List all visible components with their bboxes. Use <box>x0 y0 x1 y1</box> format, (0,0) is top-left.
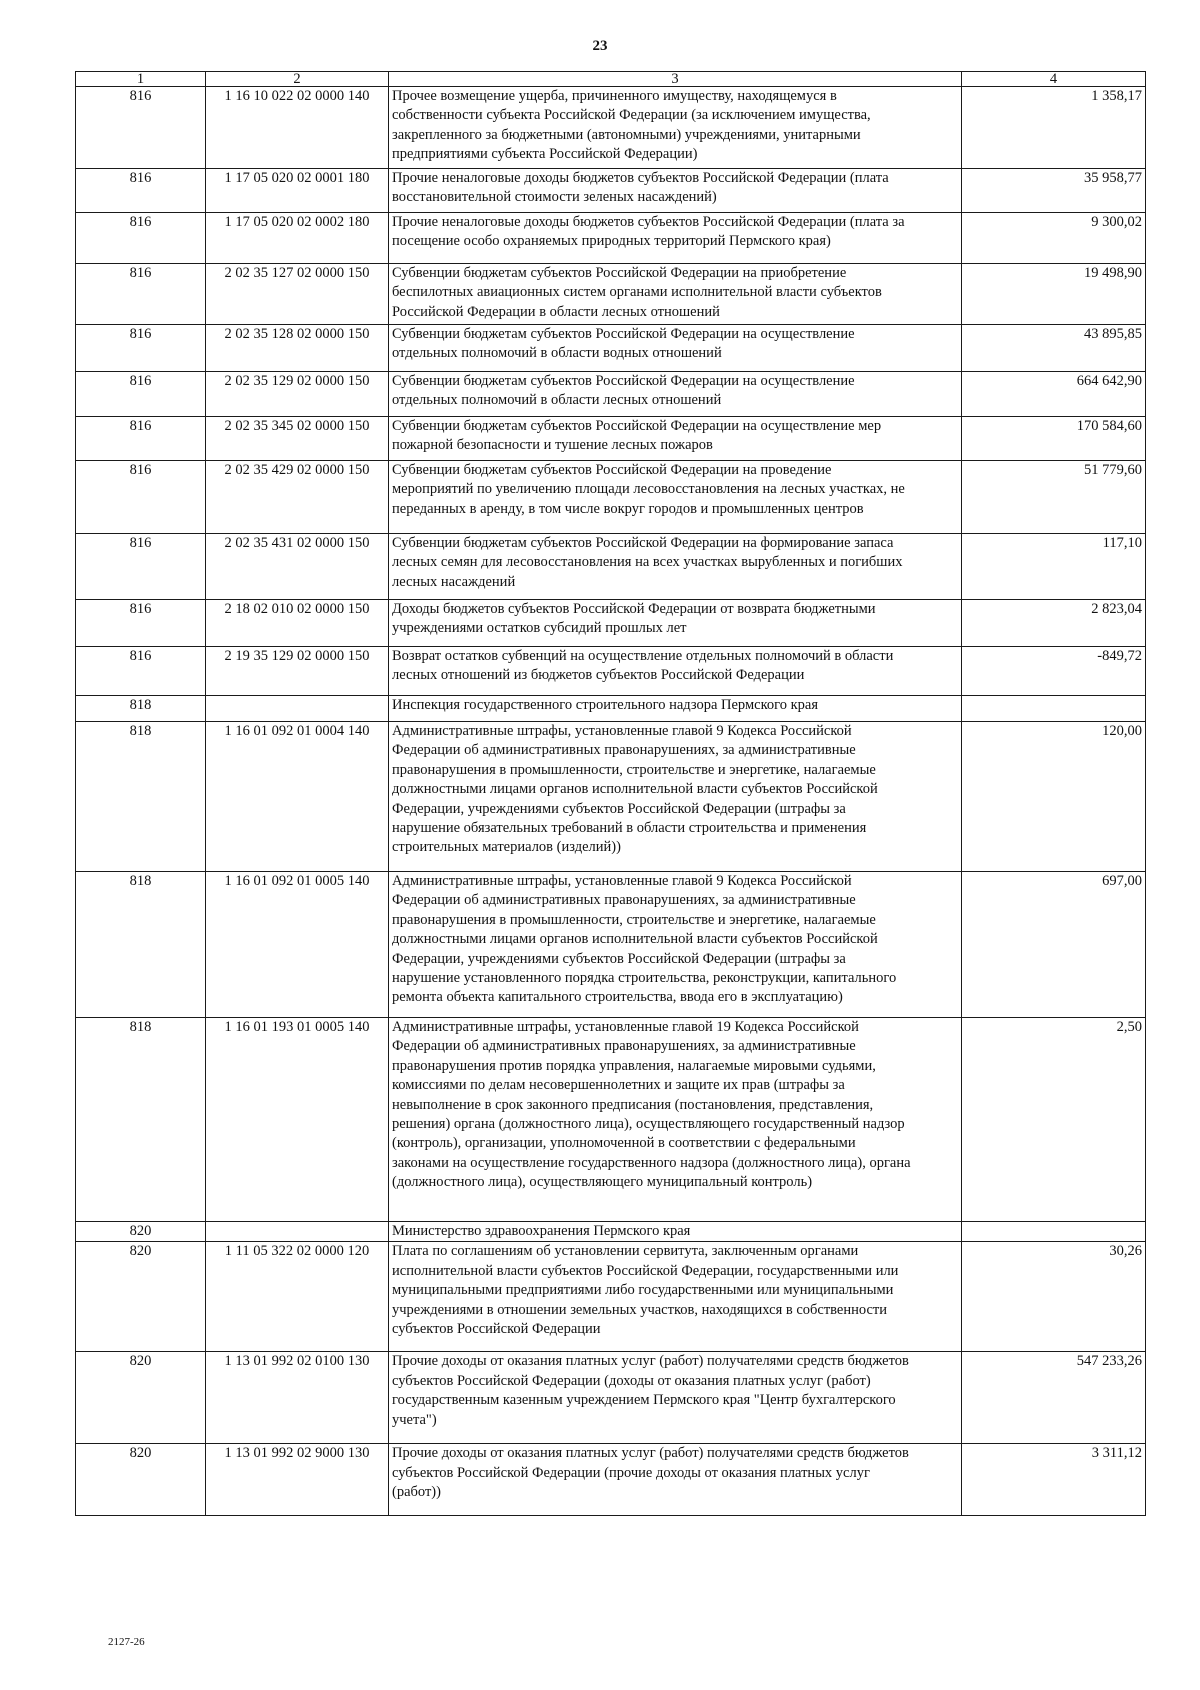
table-row <box>76 87 1146 169</box>
admin-code-cell: 816 <box>76 461 206 534</box>
description-line: Доходы бюджетов субъектов Российской Федерации от возврата бюджетными <box>392 601 876 617</box>
table-row <box>76 600 1146 647</box>
description-line: восстановительной стоимости зеленых насаждений) <box>392 189 717 206</box>
description-line: Субвенции бюджетам субъектов Российской Федерации на осуществление <box>392 373 855 389</box>
description-cell <box>389 872 962 1018</box>
column-number-2: 2 <box>206 72 389 87</box>
description-line: Плата по соглашениям об установлении сервитута, заключенным органами <box>392 1243 859 1260</box>
column-number-1: 1 <box>76 72 206 87</box>
budget-code-cell <box>206 696 389 722</box>
amount-cell: 120,00 <box>962 722 1146 872</box>
amount-cell: 43 895,85 <box>962 325 1146 372</box>
amount-cell: 697,00 <box>962 872 1146 1018</box>
amount-cell: 19 498,90 <box>962 264 1146 325</box>
column-number-row <box>76 72 1146 87</box>
table-row <box>76 264 1146 325</box>
description-line: субъектов Российской Федерации <box>392 1321 601 1338</box>
admin-code-cell: 816 <box>76 372 206 417</box>
table-row <box>76 1444 1146 1516</box>
column-number-3: 3 <box>389 72 962 87</box>
description-cell <box>389 647 962 696</box>
budget-revenue-table <box>75 71 1146 1516</box>
admin-code-cell: 818 <box>76 1018 206 1222</box>
description-cell <box>389 1352 962 1444</box>
description-line: пожарной безопасности и тушение лесных пожаров <box>392 437 713 454</box>
table-body <box>76 87 1146 1516</box>
description-line: нарушение обязательных требований в области строительства и применения <box>392 820 867 837</box>
budget-code-cell: 1 16 01 193 01 0005 140 <box>206 1018 389 1222</box>
description-line: Российской Федерации в области лесных отношений <box>392 303 720 320</box>
description-line: (должностного лица), осуществляющего муниципальный контроль) <box>392 1174 813 1191</box>
description-line: ремонта объекта капитального строительства, ввода его в эксплуатацию) <box>392 989 843 1006</box>
amount-cell: 51 779,60 <box>962 461 1146 534</box>
description-cell <box>389 696 962 722</box>
description-line: невыполнение в срок законного предписания (постановления, представления, <box>392 1096 874 1113</box>
description-line: Административные штрафы, установленные главой 9 Кодекса Российской <box>392 723 852 739</box>
budget-code-cell: 1 16 01 092 01 0004 140 <box>206 722 389 872</box>
document-footer-code: 2127-26 <box>108 1636 145 1648</box>
amount-cell: 2 823,04 <box>962 600 1146 647</box>
description-line: учреждениями остатков субсидий прошлых лет <box>392 620 687 637</box>
description-line: (работ)) <box>392 1484 441 1501</box>
admin-code-cell: 816 <box>76 264 206 325</box>
column-number-4: 4 <box>962 72 1146 87</box>
table-row <box>76 325 1146 372</box>
amount-cell: 1 358,17 <box>962 87 1146 169</box>
description-line: учреждениями в отношении земельных участков, находящихся в собственности <box>392 1301 888 1318</box>
description-line: Административные штрафы, установленные главой 19 Кодекса Российской <box>392 1019 859 1035</box>
table-row <box>76 1242 1146 1352</box>
description-cell <box>389 169 962 213</box>
description-line: учета") <box>392 1411 437 1428</box>
amount-cell: 9 300,02 <box>962 213 1146 264</box>
description-line: Федерации об административных правонарушениях, за административные <box>392 1038 856 1055</box>
budget-code-cell: 2 02 35 429 02 0000 150 <box>206 461 389 534</box>
description-line: Субвенции бюджетам субъектов Российской Федерации на формирование запаса <box>392 535 894 551</box>
amount-cell <box>962 696 1146 722</box>
description-line: Инспекция государственного строительного надзора Пермского края <box>392 697 818 713</box>
amount-cell: -849,72 <box>962 647 1146 696</box>
table-row <box>76 169 1146 213</box>
budget-code-cell: 1 13 01 992 02 9000 130 <box>206 1444 389 1516</box>
description-line: законами на осуществление государственного надзора (должностного лица), органа <box>392 1154 911 1171</box>
description-line: государственным казенным учреждением Пермского края "Центр бухгалтерского <box>392 1392 896 1409</box>
budget-code-cell: 1 17 05 020 02 0002 180 <box>206 213 389 264</box>
table-row <box>76 1352 1146 1444</box>
admin-code-cell: 816 <box>76 325 206 372</box>
description-line: правонарушения в промышленности, строительстве и энергетике, налагаемые <box>392 911 876 928</box>
amount-cell: 30,26 <box>962 1242 1146 1352</box>
description-line: субъектов Российской Федерации (прочие доходы от оказания платных услуг <box>392 1464 870 1481</box>
admin-code-cell: 820 <box>76 1352 206 1444</box>
admin-code-cell: 820 <box>76 1242 206 1352</box>
description-line: беспилотных авиационных систем органами исполнительной власти субъектов <box>392 284 882 301</box>
budget-code-cell: 1 17 05 020 02 0001 180 <box>206 169 389 213</box>
budget-code-cell: 2 02 35 129 02 0000 150 <box>206 372 389 417</box>
description-cell <box>389 534 962 600</box>
description-line: предприятиями субъекта Российской Федерации) <box>392 146 698 163</box>
admin-code-cell: 816 <box>76 87 206 169</box>
table-row <box>76 417 1146 461</box>
budget-code-cell: 2 18 02 010 02 0000 150 <box>206 600 389 647</box>
description-line: Федерации об административных правонарушениях, за административные <box>392 892 856 909</box>
description-cell <box>389 722 962 872</box>
budget-code-cell: 2 19 35 129 02 0000 150 <box>206 647 389 696</box>
admin-code-cell: 820 <box>76 1444 206 1516</box>
description-line: Федерации, учреждениями субъектов Российской Федерации (штрафы за <box>392 950 846 967</box>
amount-cell: 2,50 <box>962 1018 1146 1222</box>
budget-code-cell: 2 02 35 127 02 0000 150 <box>206 264 389 325</box>
description-line: комиссиями по делам несовершеннолетних и защите их прав (штрафы за <box>392 1077 845 1094</box>
description-cell <box>389 1242 962 1352</box>
budget-code-cell: 1 16 01 092 01 0005 140 <box>206 872 389 1018</box>
description-cell <box>389 87 962 169</box>
description-line: мероприятий по увеличению площади лесовосстановления на лесных участках, не <box>392 481 905 498</box>
description-line: Субвенции бюджетам субъектов Российской Федерации на осуществление мер <box>392 418 882 434</box>
description-cell <box>389 1444 962 1516</box>
table-row <box>76 722 1146 872</box>
budget-code-cell: 2 02 35 345 02 0000 150 <box>206 417 389 461</box>
table-row <box>76 372 1146 417</box>
description-line: Административные штрафы, установленные главой 9 Кодекса Российской <box>392 873 852 889</box>
description-line: посещение особо охраняемых природных территорий Пермского края) <box>392 233 831 250</box>
table-row <box>76 647 1146 696</box>
budget-code-cell: 2 02 35 128 02 0000 150 <box>206 325 389 372</box>
table-row <box>76 1018 1146 1222</box>
admin-code-cell: 818 <box>76 696 206 722</box>
amount-cell <box>962 1222 1146 1242</box>
description-line: строительных материалов (изделий)) <box>392 839 621 856</box>
amount-cell: 170 584,60 <box>962 417 1146 461</box>
description-line: Субвенции бюджетам субъектов Российской Федерации на осуществление <box>392 326 855 342</box>
description-line: переданных в аренду, в том числе вокруг городов и промышленных центров <box>392 500 864 517</box>
table-row <box>76 696 1146 722</box>
description-line: муниципальными предприятиями либо государственными или муниципальными <box>392 1282 894 1299</box>
admin-code-cell: 816 <box>76 534 206 600</box>
description-line: Министерство здравоохранения Пермского края <box>392 1223 691 1239</box>
amount-cell: 3 311,12 <box>962 1444 1146 1516</box>
description-line: закрепленного за бюджетными (автономными) учреждениями, унитарными <box>392 126 861 143</box>
description-line: Прочие доходы от оказания платных услуг (работ) получателями средств бюджетов <box>392 1353 909 1370</box>
admin-code-cell: 816 <box>76 647 206 696</box>
description-cell <box>389 1018 962 1222</box>
description-line: отдельных полномочий в области водных отношений <box>392 345 722 362</box>
description-line: лесных отношений из бюджетов субъектов Российской Федерации <box>392 667 805 684</box>
budget-code-cell <box>206 1222 389 1242</box>
description-line: Федерации об административных правонарушениях, за административные <box>392 742 856 759</box>
description-line: Субвенции бюджетам субъектов Российской Федерации на проведение <box>392 462 832 478</box>
description-line: исполнительной власти субъектов Российской Федерации, государственными или <box>392 1262 899 1279</box>
description-cell <box>389 461 962 534</box>
amount-cell: 35 958,77 <box>962 169 1146 213</box>
table-row <box>76 461 1146 534</box>
description-line: Субвенции бюджетам субъектов Российской Федерации на приобретение <box>392 265 847 281</box>
amount-cell: 664 642,90 <box>962 372 1146 417</box>
description-line: Прочее возмещение ущерба, причиненного имуществу, находящемуся в <box>392 88 837 104</box>
table-row <box>76 872 1146 1018</box>
admin-code-cell: 816 <box>76 417 206 461</box>
budget-code-cell: 2 02 35 431 02 0000 150 <box>206 534 389 600</box>
admin-code-cell: 818 <box>76 872 206 1018</box>
description-line: Федерации, учреждениями субъектов Российской Федерации (штрафы за <box>392 800 846 817</box>
description-line: правонарушения против порядка управления, налагаемые мировыми судьями, <box>392 1057 876 1074</box>
budget-code-cell: 1 13 01 992 02 0100 130 <box>206 1352 389 1444</box>
description-line: правонарушения в промышленности, строительстве и энергетике, налагаемые <box>392 761 876 778</box>
description-line: Прочие доходы от оказания платных услуг (работ) получателями средств бюджетов <box>392 1445 909 1462</box>
admin-code-cell: 820 <box>76 1222 206 1242</box>
description-line: (контроль), организации, уполномоченной в соответствии с федеральными <box>392 1135 856 1152</box>
description-cell <box>389 417 962 461</box>
description-line: решения) органа (должностного лица), осуществляющего государственный надзор <box>392 1116 905 1133</box>
description-line: нарушение установленного порядка строительства, реконструкции, капитального <box>392 970 897 987</box>
budget-code-cell: 1 11 05 322 02 0000 120 <box>206 1242 389 1352</box>
amount-cell: 117,10 <box>962 534 1146 600</box>
description-line: лесных насаждений <box>392 573 516 590</box>
description-line: Прочие неналоговые доходы бюджетов субъектов Российской Федерации (плата <box>392 170 889 186</box>
description-cell <box>389 264 962 325</box>
description-cell <box>389 372 962 417</box>
description-cell <box>389 600 962 647</box>
description-line: Возврат остатков субвенций на осуществление отдельных полномочий в области <box>392 648 894 664</box>
page-number: 23 <box>592 38 608 54</box>
admin-code-cell: 816 <box>76 600 206 647</box>
description-cell <box>389 325 962 372</box>
description-cell <box>389 1222 962 1242</box>
description-line: субъектов Российской Федерации (доходы от оказания платных услуг (работ) <box>392 1372 871 1389</box>
budget-code-cell: 1 16 10 022 02 0000 140 <box>206 87 389 169</box>
admin-code-cell: 818 <box>76 722 206 872</box>
admin-code-cell: 816 <box>76 213 206 264</box>
description-line: лесных семян для лесовосстановления на всех участках вырубленных и погибших <box>392 554 903 571</box>
description-line: Прочие неналоговые доходы бюджетов субъектов Российской Федерации (плата за <box>392 214 905 230</box>
description-line: собственности субъекта Российской Федерации (за исключением имущества, <box>392 107 871 124</box>
table-row <box>76 534 1146 600</box>
table-row <box>76 213 1146 264</box>
description-line: должностными лицами органов исполнительной власти субъектов Российской <box>392 931 878 948</box>
table-row <box>76 1222 1146 1242</box>
description-cell <box>389 213 962 264</box>
amount-cell: 547 233,26 <box>962 1352 1146 1444</box>
description-line: должностными лицами органов исполнительной власти субъектов Российской <box>392 781 878 798</box>
description-line: отдельных полномочий в области лесных отношений <box>392 392 722 409</box>
admin-code-cell: 816 <box>76 169 206 213</box>
